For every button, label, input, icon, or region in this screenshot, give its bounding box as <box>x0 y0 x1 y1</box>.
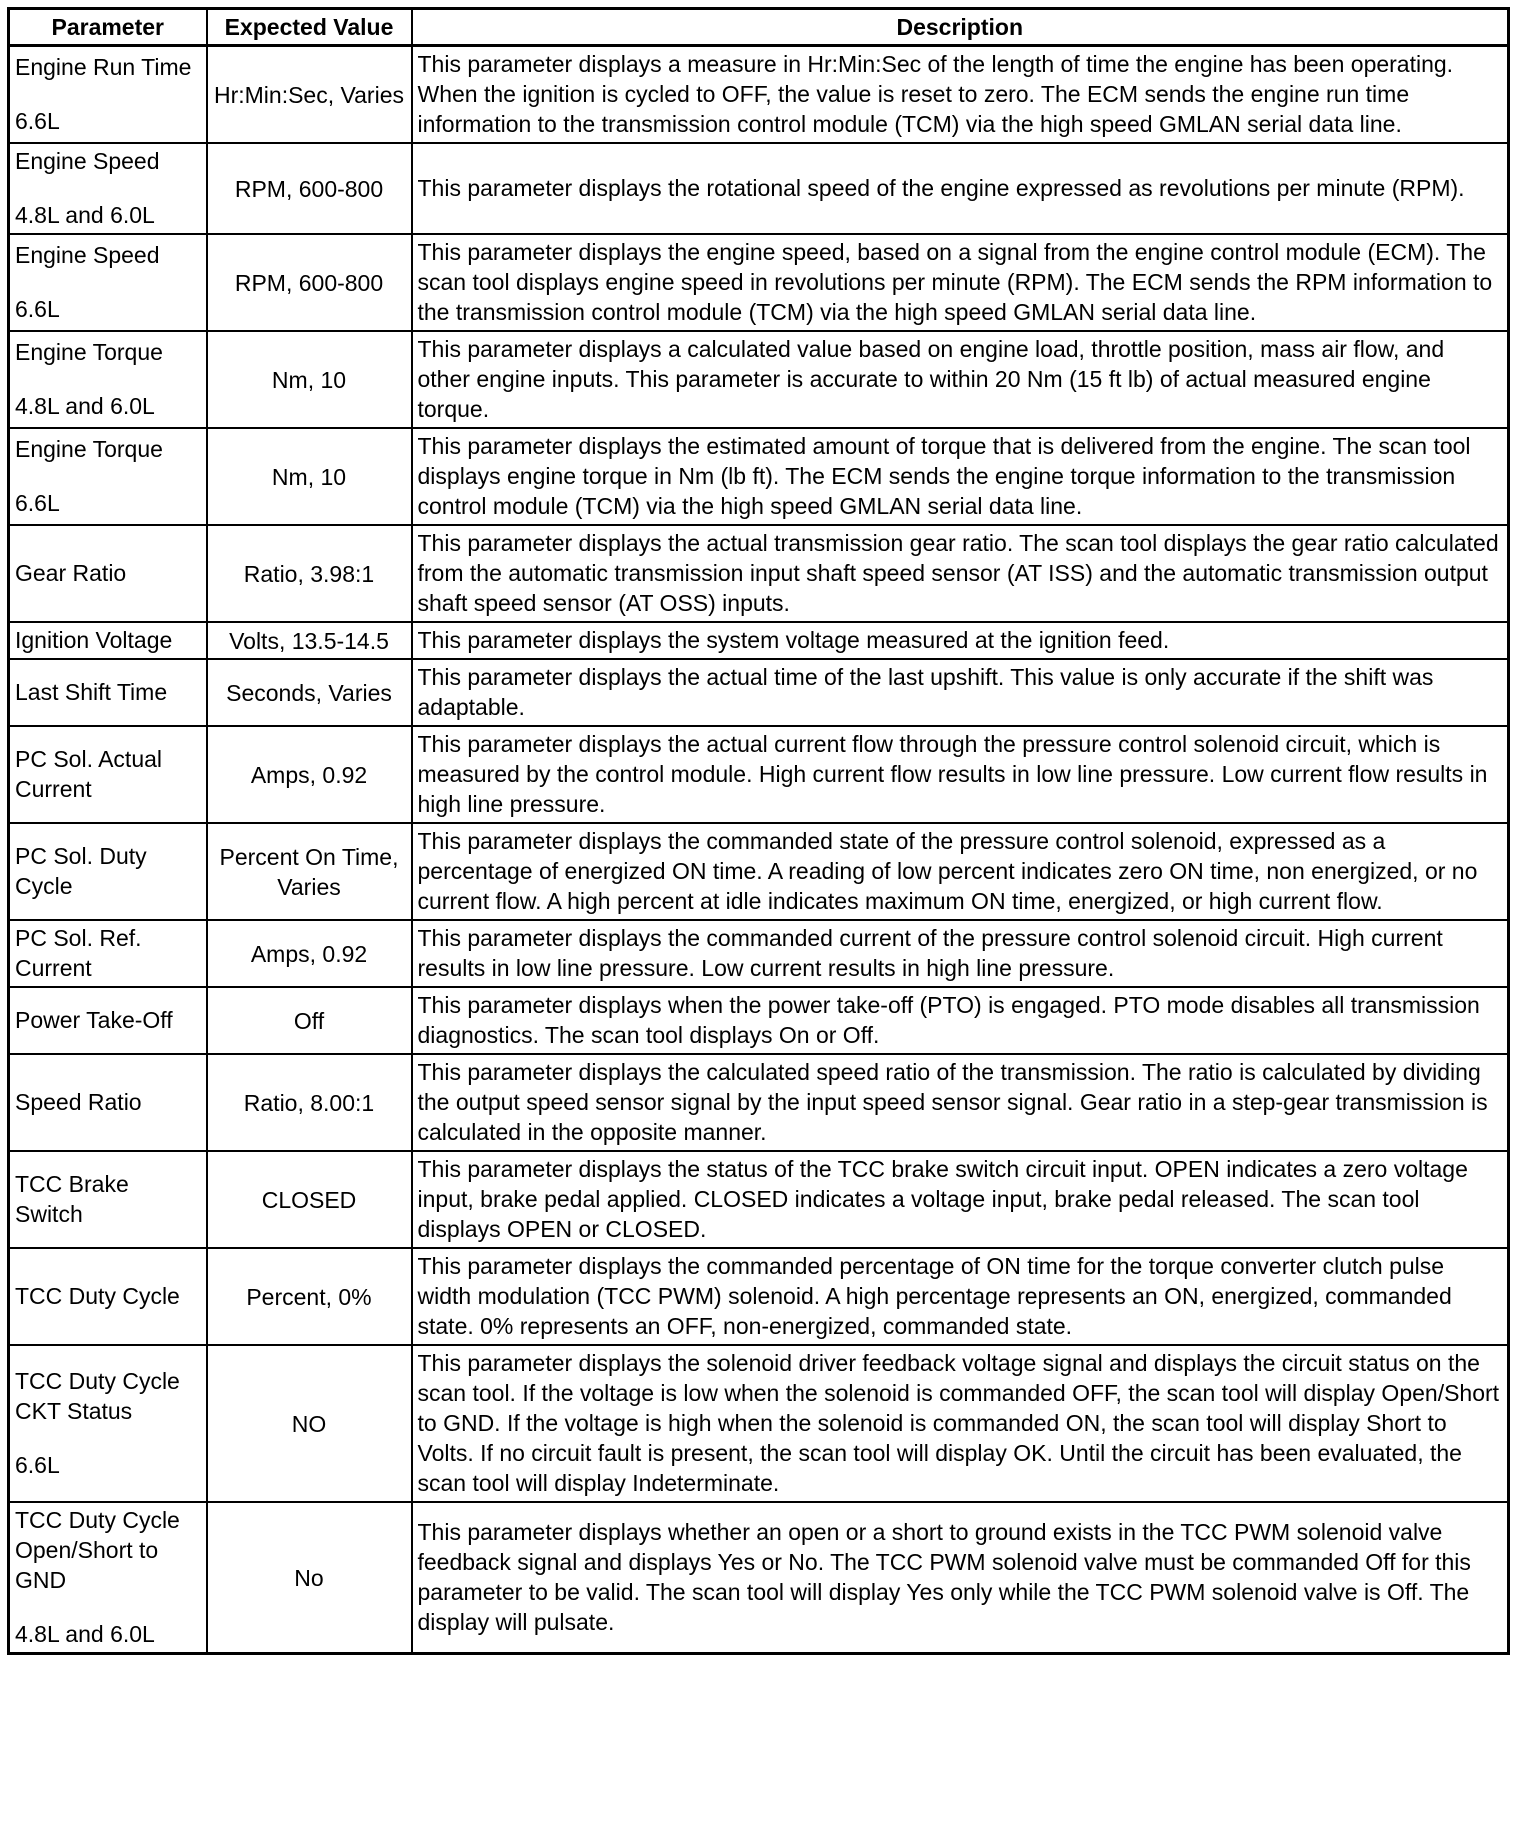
description-cell: This parameter displays the commanded current of the pressure control solenoid circuit. High current results in low line pressure. Low current results in high line pressure. <box>412 920 1509 987</box>
parameter-name: TCC Duty Cycle CKT Status <box>15 1368 180 1424</box>
expected-value-cell: Hr:Min:Sec, Varies <box>207 46 412 144</box>
parameter-name: Engine Speed <box>15 148 160 174</box>
parameter-name: Engine Torque <box>15 339 163 365</box>
description-cell: This parameter displays the estimated amount of torque that is delivered from the engine. The scan tool displays engine torque in Nm (lb ft). The ECM sends the engine torque information to the transmission control module (TCM) via the high speed GMLAN serial data line. <box>412 428 1509 525</box>
table-row <box>9 428 1509 525</box>
expected-value-cell: Seconds, Varies <box>207 659 412 726</box>
expected-value-cell: Ratio, 8.00:1 <box>207 1054 412 1151</box>
parameter-engine-variant: 6.6L <box>15 1452 60 1478</box>
parameter-spacer <box>15 176 202 200</box>
parameter-spacer <box>15 1595 202 1619</box>
description-cell: This parameter displays the actual transmission gear ratio. The scan tool displays the gear ratio calculated from the automatic transmission input shaft speed sensor (AT ISS) and the automatic transmission output shaft speed sensor (AT OSS) inputs. <box>412 525 1509 622</box>
parameter-name: Gear Ratio <box>15 560 127 586</box>
description-cell: This parameter displays the commanded state of the pressure control solenoid, expressed as a percentage of energized ON time. A reading of low percent indicates zero ON time, non energized, or no current flow. A high percent at idle indicates maximum ON time, energized, or high current flow. <box>412 823 1509 920</box>
table-row <box>9 1054 1509 1151</box>
parameter-cell <box>9 726 207 823</box>
parameter-engine-variant: 4.8L and 6.0L <box>15 202 155 228</box>
parameter-spacer <box>15 367 202 391</box>
parameter-cell <box>9 525 207 622</box>
parameter-spacer <box>15 1426 202 1450</box>
header-expected-value: Expected Value <box>207 9 412 46</box>
parameter-cell <box>9 823 207 920</box>
parameter-cell <box>9 1248 207 1345</box>
table-row <box>9 1345 1509 1502</box>
parameter-cell <box>9 234 207 331</box>
table-header-row <box>9 9 1509 46</box>
parameter-name: TCC Brake Switch <box>15 1171 129 1227</box>
parameter-name: TCC Duty Cycle <box>15 1283 180 1309</box>
expected-value-cell: Nm, 10 <box>207 428 412 525</box>
parameter-name: Ignition Voltage <box>15 627 173 653</box>
expected-value-cell: Ratio, 3.98:1 <box>207 525 412 622</box>
expected-value-cell: NO <box>207 1345 412 1502</box>
table-row <box>9 1502 1509 1654</box>
table-row <box>9 920 1509 987</box>
table-row <box>9 331 1509 428</box>
expected-value-cell: Percent On Time, Varies <box>207 823 412 920</box>
expected-value-cell: CLOSED <box>207 1151 412 1248</box>
expected-value-cell: Nm, 10 <box>207 331 412 428</box>
parameter-spacer <box>15 464 202 488</box>
table-row <box>9 234 1509 331</box>
parameter-cell <box>9 46 207 144</box>
expected-value-cell: RPM, 600-800 <box>207 143 412 234</box>
description-cell: This parameter displays the system voltage measured at the ignition feed. <box>412 622 1509 659</box>
parameter-engine-variant: 4.8L and 6.0L <box>15 393 155 419</box>
expected-value-cell: Off <box>207 987 412 1054</box>
parameter-name: Engine Speed <box>15 242 160 268</box>
table-row <box>9 987 1509 1054</box>
table-row <box>9 525 1509 622</box>
parameter-engine-variant: 6.6L <box>15 108 60 134</box>
parameter-cell <box>9 987 207 1054</box>
parameter-name: TCC Duty Cycle Open/Short to GND <box>15 1507 180 1593</box>
header-description: Description <box>412 9 1509 46</box>
description-cell: This parameter displays the status of the TCC brake switch circuit input. OPEN indicates a zero voltage input, brake pedal applied. CLOSED indicates a voltage input, brake pedal released. The scan tool displays OPEN or CLOSED. <box>412 1151 1509 1248</box>
table-row <box>9 46 1509 144</box>
parameter-cell <box>9 331 207 428</box>
description-cell: This parameter displays the actual current flow through the pressure control solenoid circuit, which is measured by the control module. High current flow results in low line pressure. Low current flow results in high line pressure. <box>412 726 1509 823</box>
parameter-cell <box>9 143 207 234</box>
expected-value-cell: Amps, 0.92 <box>207 726 412 823</box>
parameter-cell <box>9 659 207 726</box>
parameter-engine-variant: 4.8L and 6.0L <box>15 1621 155 1647</box>
parameter-name: Engine Run Time <box>15 54 192 80</box>
description-cell: This parameter displays a measure in Hr:Min:Sec of the length of time the engine has been operating. When the ignition is cycled to OFF, the value is reset to zero. The ECM sends the engine run time information to the transmission control module (TCM) via the high speed GMLAN serial data line. <box>412 46 1509 144</box>
parameter-cell <box>9 1502 207 1654</box>
description-cell: This parameter displays the rotational speed of the engine expressed as revolutions per minute (RPM). <box>412 143 1509 234</box>
table-row <box>9 622 1509 659</box>
table-row <box>9 726 1509 823</box>
table-row <box>9 659 1509 726</box>
description-cell: This parameter displays the actual time of the last upshift. This value is only accurate if the shift was adaptable. <box>412 659 1509 726</box>
expected-value-cell: Percent, 0% <box>207 1248 412 1345</box>
parameter-cell <box>9 920 207 987</box>
description-cell: This parameter displays the calculated speed ratio of the transmission. The ratio is calculated by dividing the output speed sensor signal by the input speed sensor signal. Gear ratio in a step-gear transmission is calculated in the opposite manner. <box>412 1054 1509 1151</box>
parameter-engine-variant: 6.6L <box>15 490 60 516</box>
parameter-cell <box>9 428 207 525</box>
table-row <box>9 143 1509 234</box>
expected-value-cell: Volts, 13.5-14.5 <box>207 622 412 659</box>
expected-value-cell: RPM, 600-800 <box>207 234 412 331</box>
parameter-name: Engine Torque <box>15 436 163 462</box>
parameter-name: Last Shift Time <box>15 679 168 705</box>
parameter-engine-variant: 6.6L <box>15 296 60 322</box>
parameter-cell <box>9 1151 207 1248</box>
description-cell: This parameter displays the solenoid driver feedback voltage signal and displays the circuit status on the scan tool. If the voltage is low when the solenoid is commanded OFF, the scan tool will display Open/Short to GND. If the voltage is high when the solenoid is commanded ON, the scan tool will display Short to Volts. If no circuit fault is present, the scan tool will display OK. Until the circuit has been evaluated, the scan tool will display Indeterminate. <box>412 1345 1509 1502</box>
parameter-name: Speed Ratio <box>15 1089 142 1115</box>
description-cell: This parameter displays a calculated value based on engine load, throttle position, mass air flow, and other engine inputs. This parameter is accurate to within 20 Nm (15 ft lb) of actual measured engine torque. <box>412 331 1509 428</box>
description-cell: This parameter displays when the power take-off (PTO) is engaged. PTO mode disables all transmission diagnostics. The scan tool displays On or Off. <box>412 987 1509 1054</box>
expected-value-cell: Amps, 0.92 <box>207 920 412 987</box>
expected-value-cell: No <box>207 1502 412 1654</box>
parameter-cell <box>9 1345 207 1502</box>
parameter-cell <box>9 1054 207 1151</box>
parameter-name: Power Take-Off <box>15 1007 173 1033</box>
table-body <box>9 46 1509 1654</box>
parameter-name: PC Sol. Actual Current <box>15 746 163 802</box>
parameter-spacer <box>15 82 202 106</box>
description-cell: This parameter displays whether an open or a short to ground exists in the TCC PWM solenoid valve feedback signal and displays Yes or No. The TCC PWM solenoid valve must be commanded Off for this parameter to be valid. The scan tool will display Yes only while the TCC PWM solenoid valve is Off. The display will pulsate. <box>412 1502 1509 1654</box>
parameter-cell <box>9 622 207 659</box>
parameter-table <box>7 7 1510 1655</box>
parameter-spacer <box>15 270 202 294</box>
description-cell: This parameter displays the commanded percentage of ON time for the torque converter clutch pulse width modulation (TCC PWM) solenoid. A high percentage represents an ON, energized, commanded state. 0% represents an OFF, non-energized, commanded state. <box>412 1248 1509 1345</box>
table-row <box>9 1151 1509 1248</box>
table-row <box>9 1248 1509 1345</box>
header-parameter: Parameter <box>9 9 207 46</box>
parameter-sheet <box>7 7 1507 1655</box>
parameter-name: PC Sol. Duty Cycle <box>15 843 147 899</box>
parameter-name: PC Sol. Ref. Current <box>15 925 142 981</box>
description-cell: This parameter displays the engine speed, based on a signal from the engine control module (ECM). The scan tool displays engine speed in revolutions per minute (RPM). The ECM sends the RPM information to the transmission control module (TCM) via the high speed GMLAN serial data line. <box>412 234 1509 331</box>
table-row <box>9 823 1509 920</box>
